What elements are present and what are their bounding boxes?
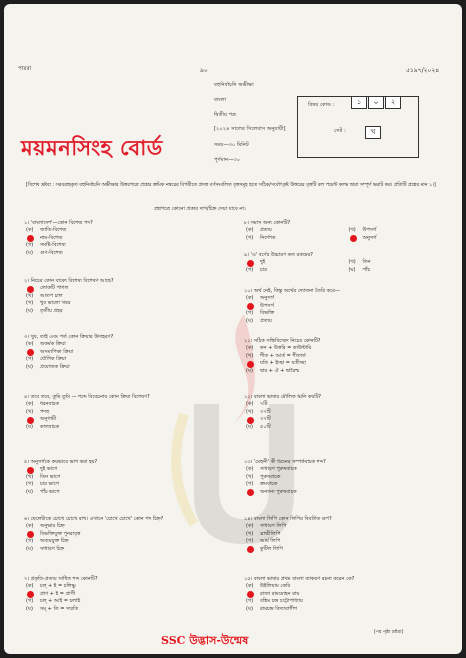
answer-option — [244, 368, 449, 376]
option-text: তৃতীয় প্রহর — [40, 307, 63, 314]
question-stem — [24, 394, 229, 401]
answer-option — [24, 349, 229, 357]
filled-answer-bubble-icon — [247, 591, 254, 598]
subject-name: বাংলা — [214, 97, 226, 103]
option-label: (ঘ) — [246, 317, 253, 324]
code-digit: ২ — [385, 96, 401, 109]
option-text: বিভক্তি — [260, 310, 275, 317]
option-text: ব্রাহ্মীলিপি — [260, 530, 281, 537]
option-label: (ক) — [26, 583, 34, 589]
option-label: (খ) — [26, 292, 34, 299]
option-label: (ঘ) — [26, 545, 33, 552]
option-label: (ঘ) — [26, 605, 33, 612]
question-stem — [24, 278, 229, 285]
answer-option — [244, 466, 449, 474]
option-label: (ঘ) — [26, 363, 33, 370]
option-label: (খ) — [246, 530, 254, 537]
option-text: ক্রমবাচক — [260, 481, 278, 488]
question-text: 'এ' বর্ণের উচ্চারণ কত রকমের? — [250, 252, 313, 258]
question-item — [24, 516, 229, 553]
question-text: প্রকৃতি-প্রত্যয় সাধিত শব্দ কোনটি? — [30, 576, 98, 582]
question-number: ১০। — [244, 288, 254, 294]
option-label: (ক) — [246, 523, 254, 529]
question-item — [244, 459, 449, 496]
question-number: ৬। — [24, 516, 31, 522]
answer-option — [244, 318, 449, 326]
option-text: নাম-বিশেষ্য — [40, 234, 63, 241]
answer-option — [244, 523, 449, 531]
answer-option — [24, 583, 229, 591]
option-label: (গ) — [26, 300, 34, 307]
option-text: পদহু — [40, 408, 50, 415]
answer-option — [347, 259, 450, 267]
answer-option — [244, 345, 449, 353]
option-label: (ক) — [246, 583, 254, 589]
option-label: (খ) — [246, 408, 254, 415]
full-marks: পূর্ণমান—৩০ — [214, 157, 241, 163]
answer-option — [244, 360, 449, 368]
code-digit: ০ — [368, 96, 384, 109]
question-stem — [244, 288, 449, 295]
option-text: সমষ্টি-বিশেষ্য — [40, 242, 66, 249]
answer-option — [244, 259, 347, 267]
subject-code-label: বিষয় কোড : — [308, 102, 335, 108]
question-item — [244, 220, 449, 242]
option-label: (ঘ) — [246, 605, 253, 612]
answer-note: প্রশ্নপত্রে কোনো প্রকার দাগ/চিহ্ন দেয়া যাবে না। — [154, 206, 246, 212]
option-text: কুটিল লিপি — [260, 545, 283, 552]
answer-option — [244, 409, 449, 417]
question-item — [24, 220, 229, 257]
code-digit: ১ — [351, 96, 367, 109]
answer-option — [244, 424, 449, 432]
header-left-text: পায়রা — [18, 66, 32, 72]
question-stem — [24, 516, 229, 523]
question-item — [244, 576, 449, 613]
option-text: গুণ-বিশেষ্য — [40, 249, 63, 256]
answer-option — [24, 474, 229, 482]
answer-option — [24, 606, 229, 614]
option-label: (গ) — [26, 481, 34, 488]
filled-answer-bubble-icon — [247, 417, 254, 424]
answer-option — [24, 401, 229, 409]
option-text: নির্দেশক — [260, 234, 276, 241]
question-stem — [244, 252, 449, 259]
answer-option — [347, 235, 450, 243]
question-stem — [244, 459, 449, 466]
answer-option — [244, 474, 449, 482]
option-text: প্রযোজক ক্রিয়া — [40, 363, 70, 370]
question-number: ৩। — [24, 334, 31, 340]
question-item — [244, 338, 449, 375]
answer-option — [24, 489, 229, 497]
footer-brand: SSC উদ্ভাস-উন্মেষ — [161, 634, 249, 647]
question-item — [24, 334, 229, 371]
answer-option — [244, 416, 449, 424]
option-label: (খ) — [246, 473, 254, 480]
answer-option — [24, 598, 229, 606]
option-text: বিভক্তিযুক্ত পুনরাবৃত্ত — [40, 530, 81, 537]
question-stem — [24, 459, 229, 466]
answer-option — [24, 364, 229, 372]
filled-answer-bubble-icon — [247, 260, 254, 267]
option-text: বঙ্কিম চন্দ্র চট্টোপাধ্যায় — [260, 598, 303, 605]
question-stem — [244, 220, 449, 227]
filled-answer-bubble-icon — [27, 417, 34, 424]
option-label: (খ) — [348, 259, 356, 265]
answer-option — [24, 538, 229, 546]
option-text: চার — [260, 266, 267, 273]
question-stem — [244, 576, 449, 583]
question-item — [24, 576, 229, 613]
answer-option — [24, 523, 229, 531]
answer-option — [24, 235, 229, 243]
set-value: খ — [365, 126, 381, 139]
option-text: উইলিয়াম কেরি — [260, 583, 291, 589]
answer-option — [244, 267, 347, 275]
option-text: লোকটি পাগল — [40, 285, 69, 291]
question-number: ৮। — [244, 220, 251, 226]
question-item — [24, 459, 229, 496]
option-label: (ঘ) — [26, 423, 33, 430]
option-text: দ্বার + ঐ + দ্বারৈশ্চ — [260, 367, 300, 374]
option-text: রাজা রামমোহন রায় — [260, 590, 300, 597]
answer-option — [244, 538, 449, 546]
answer-option — [24, 424, 229, 432]
answer-option — [244, 583, 449, 591]
answer-option — [24, 546, 229, 554]
answer-option — [24, 285, 229, 293]
option-label: (গ) — [246, 481, 254, 488]
option-label: (গ) — [246, 266, 254, 273]
question-text: সঠিক সন্ধিবিচ্ছেদ নিচের কোনটি? — [253, 338, 321, 344]
option-label: (খ) — [26, 408, 34, 415]
option-label: (গ) — [246, 310, 254, 317]
option-text: চল্‌ + আই = চলাই — [40, 598, 81, 605]
option-text: জাতি-বিশেষ্য — [40, 227, 67, 233]
board-title: ময়মনসিংহ বোর্ড — [21, 135, 163, 160]
question-text: খুব, তাই এবং পর্ত কোন ক্রিয়ার উদাহরণ? — [30, 334, 114, 340]
answer-option — [244, 401, 449, 409]
option-text: অব্যয়যুক্ত চিহ্ন — [40, 538, 69, 545]
next-page-note: [পর পৃষ্ঠা দ্রষ্টব্য] — [374, 630, 404, 635]
option-text: অকর্মক ক্রিয়া — [40, 341, 66, 347]
filled-answer-bubble-icon — [27, 467, 34, 474]
question-text: অনুসর্গকে কয়ভাবে ভাগ করা হয়? — [30, 459, 98, 465]
question-number: ১৩। — [244, 459, 254, 465]
option-text: সম্‌ + তি = সম্মতি — [40, 605, 79, 612]
option-text: ধরনবাচক — [40, 401, 59, 407]
option-text: আতপ চাল — [40, 292, 63, 299]
option-text: কন + উত্তরি = কাউন্টারি — [260, 345, 312, 351]
filled-answer-bubble-icon — [27, 591, 34, 598]
question-number: ৪। — [24, 394, 31, 400]
question-stem — [244, 338, 449, 345]
option-text: উপসর্গ — [260, 302, 274, 309]
option-text: সাধারণ চিহ্ন — [40, 545, 65, 552]
option-text: খুব ভালো খবর — [40, 300, 71, 307]
option-text: তিন ভাগে — [40, 473, 61, 480]
option-text: তিন — [362, 259, 371, 265]
option-label: (ঘ) — [246, 423, 253, 430]
question-item — [244, 394, 449, 431]
question-number: ১। — [24, 220, 31, 226]
option-label: (ক) — [246, 345, 254, 351]
answer-option — [24, 416, 229, 424]
question-item — [244, 252, 449, 274]
answer-option — [24, 242, 229, 250]
question-stem — [244, 516, 449, 523]
answer-option — [24, 466, 229, 474]
option-text: উপসর্গ — [362, 227, 377, 233]
question-stem — [24, 220, 229, 227]
answer-option — [24, 227, 229, 235]
answer-option — [24, 293, 229, 301]
question-text: ছেলেটাকে চোখে চোখে রাখ। এখানে 'চোখে চোখে' কোন পদ চিহ্ন? — [30, 516, 164, 522]
question-text: 'বাংলাদেশ'—কোন বিশেষ্য পদ? — [30, 220, 93, 226]
question-number: ১১। — [244, 338, 254, 344]
option-label: (খ) — [348, 227, 356, 233]
option-label: (ঘ) — [246, 367, 253, 374]
answer-option — [24, 300, 229, 308]
question-stem — [244, 394, 449, 401]
filled-answer-bubble-icon — [247, 489, 254, 496]
question-item — [24, 278, 229, 315]
question-number: ৫। — [24, 459, 31, 465]
option-text: অনুভার চিহ্ন — [40, 523, 65, 529]
option-label: (গ) — [246, 598, 254, 605]
set-label: সেট : — [334, 128, 346, 134]
answer-option — [244, 303, 449, 311]
option-text: যৌগিক ক্রিয়া — [40, 356, 67, 363]
option-label: (খ) — [26, 473, 34, 480]
option-label: (ক) — [246, 295, 254, 301]
question-text: নিচের কোন বাক্যে বিশেষ্য বিশেষণ আছে? — [30, 278, 114, 284]
answer-option — [24, 591, 229, 599]
question-text: 'মেহুনী' কী ধরনের সম্পর্কবাচক শব্দ? — [253, 459, 326, 465]
option-text: অনুগামী — [40, 416, 57, 423]
option-label: (গ) — [26, 538, 34, 545]
filled-answer-bubble-icon — [27, 531, 34, 538]
question-item — [244, 288, 449, 325]
option-label: (ঘ) — [26, 249, 33, 256]
answer-option — [24, 531, 229, 539]
answer-option — [244, 310, 449, 318]
option-text: শীত + আর্ত = শীতার্ত — [260, 352, 306, 359]
exam-type: বহুনির্বাচনি অভীক্ষা — [214, 82, 254, 88]
question-text: বাংলা ভাষার মৌলিক ধ্বনি কয়টি? — [253, 394, 322, 400]
instructions: [বিশেষ দ্রষ্টব্য : সরবরাহকৃত বহুনির্বাচনি অভীক্ষার উত্তরপত্রে প্রশ্নের ক্রমিক নম্বরের বিপরীতে প্রদত্ত বর্ণসংবলিত বৃত্তসমূহ হতে সঠিক/সর্বোৎকৃষ্ট উত্তরের বৃত্তটি বল পয়েন্ট কলম দ্বারা সম্পূর্ণ ভরাট কর। প্রতিটি প্রশ্নের মান ১।] — [26, 183, 436, 188]
option-label: (গ) — [246, 234, 254, 241]
filled-answer-bubble-icon — [247, 361, 254, 368]
answer-option — [244, 227, 347, 235]
answer-option — [24, 341, 229, 349]
syllabus-note: [২০২৪ সালের সিলেবাস অনুযায়ী] — [214, 126, 286, 132]
filled-answer-bubble-icon — [247, 546, 254, 553]
option-label: (গ) — [246, 538, 254, 545]
option-label: (ক) — [246, 466, 254, 472]
question-text: বাংলা লিপি কোন লিপির বিবর্তিত রূপ? — [253, 516, 332, 522]
answer-option — [347, 267, 450, 275]
question-item — [24, 394, 229, 431]
option-text: দুই ভাগে — [40, 466, 58, 472]
answer-option — [347, 227, 450, 235]
option-label: (গ) — [26, 356, 34, 363]
option-label: (ক) — [246, 227, 254, 233]
option-label: (ঘ) — [348, 266, 356, 273]
question-text: তবে তবে, তুমি তুমি — শব্দে বিবেচনায় কোন ক্রিয়া বিশেষণ? — [30, 394, 150, 400]
option-text: ৫০টি — [260, 423, 271, 430]
option-text: সাধারণ পুরুষবাচক — [260, 466, 297, 472]
question-number: ২। — [24, 278, 31, 284]
option-text: প্রত্যয় — [260, 227, 272, 233]
option-text: রামচন্দ্র বিদ্যাবাগীশ — [260, 605, 297, 612]
option-label: (ঘ) — [26, 307, 33, 314]
option-label: (ক) — [26, 227, 34, 233]
option-text: অনুসর্গ — [260, 295, 274, 301]
option-text: সাধারণ লিপি — [260, 523, 287, 529]
option-label: (গ) — [26, 598, 34, 605]
option-label: (খ) — [246, 352, 254, 359]
question-stem — [24, 576, 229, 583]
option-label: (ক) — [246, 401, 254, 407]
option-text: পাঁচ — [362, 266, 371, 273]
answer-option — [244, 489, 449, 497]
option-text: পুরুষবাচক — [260, 473, 281, 480]
answer-option — [244, 606, 449, 614]
question-number: ৯। — [244, 252, 251, 258]
option-text: যতি + ইচ্ছা = যতীচ্ছা — [260, 360, 306, 367]
option-text: ৩৭টি — [260, 408, 271, 415]
option-text: পাঁচ ভাগে — [40, 488, 60, 495]
option-text: চল্‌ + ই = চলিষ্ণু — [40, 583, 76, 589]
filled-answer-bubble-icon — [247, 303, 254, 310]
question-text: সমাস অন্য কোনটি? — [250, 220, 291, 226]
answer-option — [244, 235, 347, 243]
option-text: প্রত্যয় — [260, 317, 272, 324]
option-label: (ঘ) — [26, 488, 33, 495]
question-text: অর্থ নেই, কিন্তু অর্থের দ্যোতনা তৈরি করে— — [253, 288, 340, 294]
option-text: আর্য লিপি — [260, 538, 281, 545]
page-number: ৯০ — [200, 67, 208, 74]
option-label: (ক) — [26, 523, 34, 529]
answer-option — [24, 481, 229, 489]
question-stem — [24, 334, 229, 341]
answer-option — [244, 481, 449, 489]
option-label: (ক) — [26, 341, 34, 347]
question-item — [244, 516, 449, 553]
header-code: ৫১৯৭/২০২৪ — [406, 67, 440, 74]
answer-option — [244, 546, 449, 554]
question-text: বাংলা ভাষার প্রথম বাংলা ব্যাকরণ রচনা করেন কে? — [253, 576, 355, 582]
option-text: প্রাণ + ই = প্রাণী — [40, 590, 76, 597]
question-number: ৭। — [24, 576, 31, 582]
answer-option — [244, 295, 449, 303]
option-text: অনুসর্গ — [362, 234, 377, 241]
option-text: ৩৭টি — [260, 416, 271, 423]
question-number: ১৫। — [244, 576, 254, 582]
option-text: কালবাচক — [40, 423, 60, 430]
option-label: (ক) — [26, 401, 34, 407]
answer-option — [244, 598, 449, 606]
paper-name: দ্বিতীয় পত্র — [214, 112, 236, 118]
option-text: ৭টি — [260, 401, 268, 407]
question-number: ১৪। — [244, 516, 254, 522]
exam-time: সময়—৩০ মিনিট — [214, 142, 249, 148]
option-text: চার ভাগে — [40, 481, 59, 488]
option-text: অসমাপিকা ক্রিয়া — [40, 348, 74, 355]
answer-option — [24, 356, 229, 364]
filled-answer-bubble-icon — [350, 235, 357, 242]
answer-option — [24, 250, 229, 258]
option-text: দুই — [260, 259, 266, 265]
option-text: অন্যান্য পুরুষবাচক — [260, 488, 297, 495]
answer-option — [24, 308, 229, 316]
exam-paper — [4, 4, 462, 654]
question-number: ১২। — [244, 394, 254, 400]
filled-answer-bubble-icon — [27, 286, 34, 293]
filled-answer-bubble-icon — [27, 235, 34, 242]
option-label: (গ) — [26, 242, 34, 249]
filled-answer-bubble-icon — [27, 349, 34, 356]
